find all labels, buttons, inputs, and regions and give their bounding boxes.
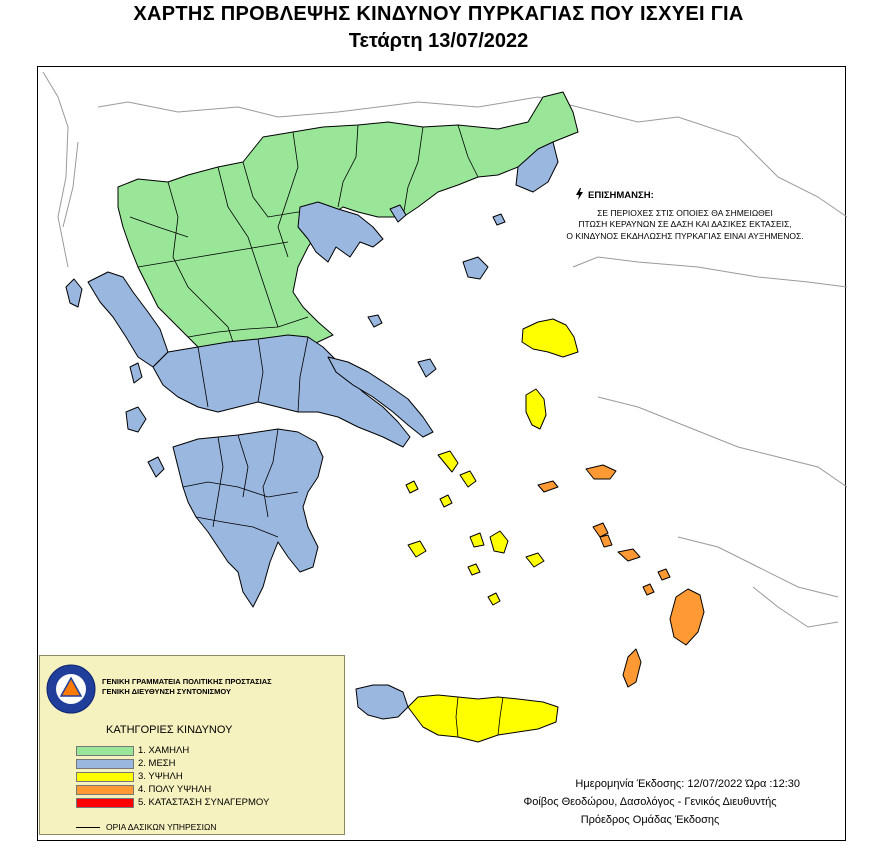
nisyros-tilos (643, 584, 654, 595)
legend-swatch-high (76, 772, 134, 782)
legend-swatch-very-high (76, 785, 134, 795)
ikaria (538, 481, 558, 492)
legend-item-high (76, 771, 183, 782)
lightning-notice (535, 188, 835, 242)
issue-signer: Φοίβος Θεοδώρου, Δασολόγος - Γενικός Διευθυντής (523, 796, 777, 808)
legend-panel (39, 655, 345, 835)
milos (408, 541, 426, 557)
samos (586, 465, 616, 479)
issue-info (470, 775, 830, 829)
legend-boundary-line (76, 822, 216, 832)
amorgos (526, 553, 544, 567)
notice-line-1: ΣΕ ΠΕΡΙΟΧΕΣ ΣΤΙΣ ΟΠΟΙΕΣ ΘΑ ΣΗΜΕΙΩΘΕΙ (597, 207, 773, 218)
kalymnos (600, 535, 612, 547)
ios (468, 564, 480, 575)
chios (526, 389, 546, 429)
karpathos (623, 649, 641, 687)
boundary-label: ΟΡΙΑ ΔΑΣΙΚΩΝ ΥΠΗΡΕΣΙΩΝ (106, 822, 217, 832)
tinos (460, 471, 476, 487)
crete-west (356, 685, 408, 719)
legend-org-line1: ΓΕΝΙΚΗ ΓΡΑΜΜΑΤΕΙΑ ΠΟΛΙΤΙΚΗΣ ΠΡΟΣΤΑΣΙΑΣ (102, 677, 272, 686)
legend-swatch-low (76, 746, 134, 756)
lemnos (463, 257, 488, 279)
region-high-risk (406, 319, 578, 742)
notice-title (575, 188, 835, 202)
andros (438, 451, 458, 472)
sporades (368, 315, 382, 327)
ionian-corfu (66, 279, 82, 307)
map-title: ΧΑΡΤΗΣ ΠΡΟΒΛΕΨΗΣ ΚΙΝΔΥΝΟΥ ΠΥΡΚΑΓΙΑΣ ΠΟΥ ΙΣΧΥΕΙ ΓΙΑ (133, 3, 744, 25)
syros (440, 495, 452, 507)
legend-item-low (76, 745, 189, 756)
lightning-icon (575, 188, 584, 200)
legend-label-very-high: 4. ΠΟΛΥ ΥΨΗΛΗ (138, 784, 212, 795)
issue-role: Πρόεδρος Ομάδας Έκδοσης (580, 814, 720, 826)
skyros (418, 359, 436, 377)
notice-line-2: ΠΤΩΣΗ ΚΕΡΑΥΝΩΝ ΣΕ ΔΑΣΗ ΚΑΙ ΔΑΣΙΚΕΣ ΕΚΤΑΣΕΙΣ, (578, 219, 792, 229)
peloponnese (173, 429, 323, 607)
paros (470, 533, 484, 547)
civil-protection-logo (46, 664, 96, 714)
symi (658, 569, 670, 580)
region-very-high-risk (538, 465, 704, 687)
kea (406, 481, 418, 493)
naxos (490, 531, 508, 553)
lefkada (130, 363, 142, 383)
legend-item-very-high (76, 784, 211, 795)
legend-item-medium (76, 758, 176, 769)
boundary-line-sample (76, 827, 100, 828)
crete-central-east (408, 695, 558, 742)
legend-categories-title: ΚΑΤΗΓΟΡΙΕΣ ΚΙΝΔΥΝΟΥ (106, 724, 233, 736)
legend-swatch-medium (76, 759, 134, 769)
legend-label-medium: 2. ΜΕΣΗ (138, 758, 176, 769)
legend-org-line2: ΓΕΝΙΚΗ ΔΙΕΥΘΥΝΣΗ ΣΥΝΤΟΝΙΣΜΟΥ (102, 687, 231, 696)
kos (618, 549, 640, 561)
issue-date: Ημερομηνία Έκδοσης: 12/07/2022 Ώρα :12:30 (575, 778, 800, 790)
legend-swatch-alarm (76, 798, 134, 808)
ionian-kefalonia (126, 407, 146, 432)
samothraki (493, 214, 505, 225)
notice-line-3: Ο ΚΙΝΔΥΝΟΣ ΕΚΔΗΛΩΣΗΣ ΠΥΡΚΑΓΙΑΣ ΕΙΝΑΙ ΑΥΞΗΜΕΝΟΣ. (566, 230, 804, 241)
legend-item-alarm (76, 797, 269, 808)
santorini (488, 593, 500, 605)
notice-title-text: ΕΠΙΣΗΜΑΝΣΗ: (588, 190, 654, 201)
patmos-leros (593, 523, 608, 537)
legend-label-high: 3. ΥΨΗΛΗ (138, 771, 183, 782)
ionian-zakynthos (148, 457, 164, 477)
map-date: Τετάρτη 13/07/2022 (348, 30, 529, 52)
legend-label-low: 1. ΧΑΜΗΛΗ (138, 745, 190, 756)
legend-label-alarm: 5. ΚΑΤΑΣΤΑΣΗ ΣΥΝΑΓΕΡΜΟΥ (138, 797, 270, 808)
rhodes (670, 589, 704, 645)
lesvos (522, 319, 578, 357)
